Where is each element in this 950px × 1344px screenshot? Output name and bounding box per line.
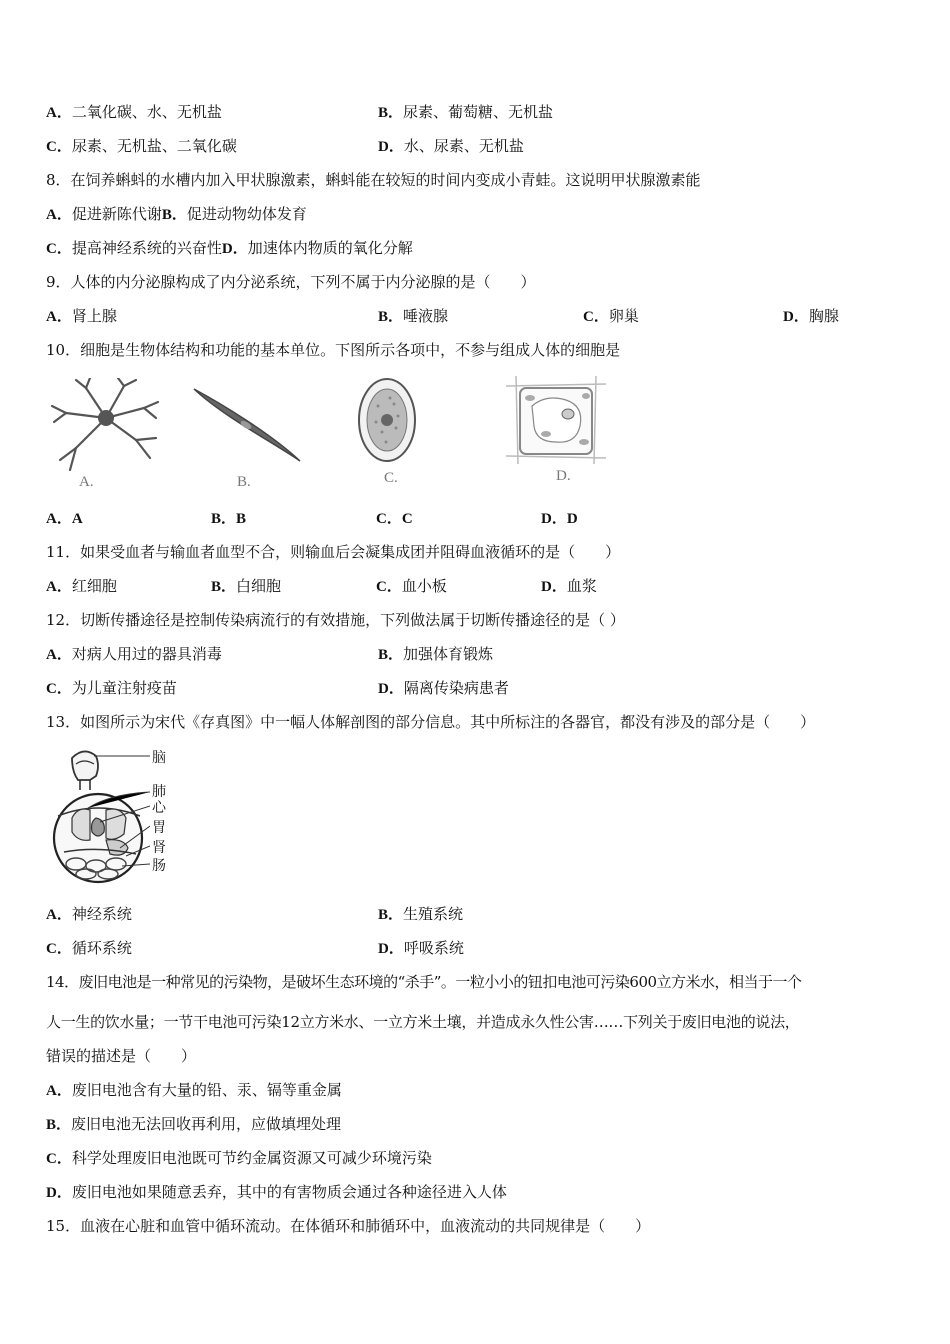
q12-stem: 12．切断传播途径是控制传染病流行的有效措施，下列做法属于切断传播途径的是（ ） [46,611,625,629]
q11-option-d: D．血浆 [541,577,597,595]
plant-cell-figure [506,376,606,464]
q11-option-c: C．血小板 [376,577,447,595]
neuron-body [98,410,114,426]
neuron-cell-figure [46,378,166,473]
q14-stem-line1: 14．废旧电池是一种常见的污染物，是破坏生态环境的“杀手”。一粒小小的钮扣电池可污染600立方米水，相当于一个 [46,973,802,991]
q14-stem-line2: 人一生的饮水量；一节干电池可污染12立方米水、一立方米土壤，并造成永久性公害……下列关于废旧电池的说法， [46,1013,800,1031]
q12-option-a: A．对病人用过的器具消毒 [46,645,222,663]
fig-label-b: B. [237,474,251,490]
organ-label-kidney: 肾 [152,840,166,856]
anatomy-diagram [50,748,150,884]
organ-label-heart: 心 [152,800,166,816]
q8-stem: 8．在饲养蝌蚪的水槽内加入甲状腺激素，蝌蚪能在较短的时间内变成小青蛙。这说明甲状腺激素能 [46,171,701,189]
q13-option-a: A．神经系统 [46,905,132,923]
q7-option-c: C．尿素、无机盐、二氧化碳 [46,137,237,155]
organ-label-brain: 脑 [152,750,166,766]
q13-option-d: D．呼吸系统 [378,939,464,957]
q14-option-d: D．废旧电池如果随意丢弃，其中的有害物质会通过各种途径进入人体 [46,1183,507,1201]
q11-option-a: A．红细胞 [46,577,117,595]
q12-option-d: D．隔离传染病患者 [378,679,509,697]
q14-option-b: B．废旧电池无法回收再利用，应做填埋处理 [46,1115,342,1133]
q7-option-a: A．二氧化碳、水、无机盐 [46,103,222,121]
q10-option-b: B．B [211,511,247,527]
q8-options-cd: C．提高神经系统的兴奋性D．加速体内物质的氧化分解 [46,239,413,257]
q9-option-c: C．卵巢 [583,307,639,325]
fig-label-a: A. [79,474,94,490]
organ-label-intestine: 肠 [152,858,166,874]
q9-option-a: A．肾上腺 [46,307,117,325]
egg-cell-figure [356,376,418,464]
q11-stem: 11．如果受血者与输血者血型不合，则输血后会凝集成团并阻碍血液循环的是（ ） [46,543,621,561]
q14-option-a: A．废旧电池含有大量的铅、汞、镉等重金属 [46,1081,342,1099]
q7-option-d: D．水、尿素、无机盐 [378,137,524,155]
q13-option-b: B．生殖系统 [378,905,464,923]
q10-option-c: C．C [376,511,413,527]
q7-option-b: B．尿素、葡萄糖、无机盐 [378,103,554,121]
q12-option-c: C．为儿童注射疫苗 [46,679,177,697]
q9-option-d: D．胸腺 [783,307,839,325]
q10-option-d: D．D [541,511,578,527]
q8-options-ab: A．促进新陈代谢B．促进动物幼体发育 [46,205,307,223]
muscle-cell-figure [190,385,305,465]
q10-stem: 10．细胞是生物体结构和功能的基本单位。下图所示各项中，不参与组成人体的细胞是 [46,341,621,359]
q15-stem: 15．血液在心脏和血管中循环流动。在体循环和肺循环中，血液流动的共同规律是（ ） [46,1217,651,1235]
organ-label-lung: 肺 [152,784,166,800]
q11-option-b: B．白细胞 [211,577,282,595]
q10-option-a: A．A [46,511,83,527]
q9-option-b: B．唾液腺 [378,307,449,325]
q14-option-c: C．科学处理废旧电池既可节约金属资源又可减少环境污染 [46,1149,432,1167]
q14-stem-line3: 错误的描述是（ ） [46,1047,197,1065]
organ-label-stomach: 胃 [152,820,166,836]
q13-option-c: C．循环系统 [46,939,132,957]
fig-label-d: D. [556,468,571,484]
q9-stem: 9．人体的内分泌腺构成了内分泌系统，下列不属于内分泌腺的是（ ） [46,273,536,291]
q12-option-b: B．加强体育锻炼 [378,645,494,663]
fig-label-c: C. [384,470,398,486]
q13-stem: 13．如图所示为宋代《存真图》中一幅人体解剖图的部分信息。其中所标注的各器官，都没有涉及的部分是（ ） [46,713,816,731]
